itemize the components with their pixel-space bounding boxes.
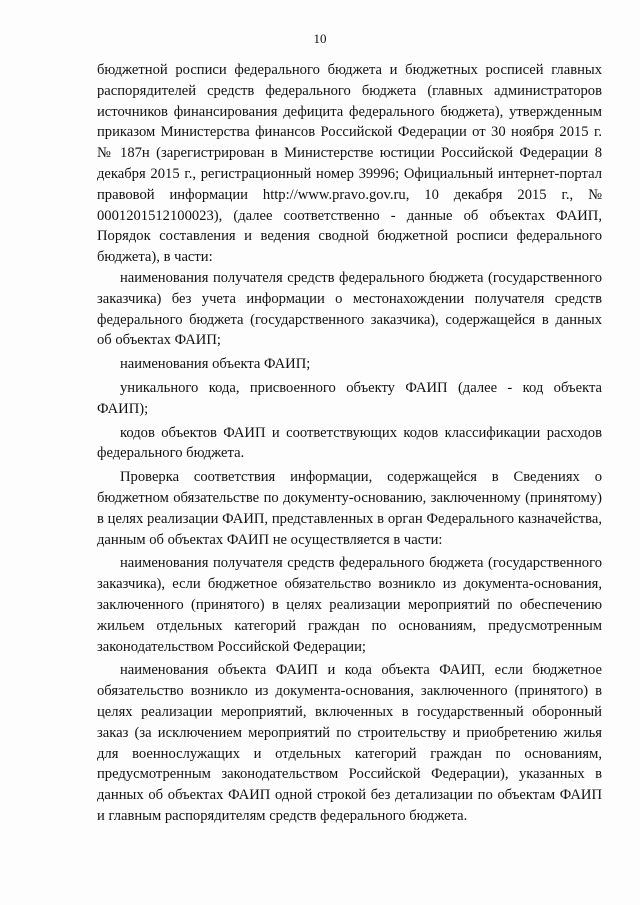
- list-item-unique-code: уникального кода, присвоенного объекту ФАИП (далее - код объекта ФАИП);: [97, 379, 602, 417]
- paragraph-verification: Проверка соответствия информации, содержащейся в Сведениях о бюджетном обязательстве по документу-основанию, заключенному (принятому) в целях реализации ФАИП, представленных в орган Федерального казначейства, данным об объектах ФАИП не осуществляется в части:: [97, 469, 602, 548]
- document-body: [97, 60, 602, 827]
- list-item-recipient-name: наименования получателя средств федерального бюджета (государственного заказчика) без учета информации о местонахождении получателя средств федерального бюджета (государственного заказчика), содержащейся в данных об объектах ФАИП;: [97, 269, 602, 349]
- list-item-housing: наименования получателя средств федерального бюджета (государственного заказчика), если бюджетное обязательство возникло из документа-основания, заключенного (принятого) в целях реализации мероприятий по обеспечению жильем отдельных категорий граждан по основаниям, предусмотренным законодательством Российской Федерации;: [97, 555, 602, 655]
- paragraph-continuation: бюджетной росписи федерального бюджета и бюджетных росписей главных распорядителей средств федерального бюджета (главных администраторов источников финансирования дефицита федерального бюджета), утвержденным приказом Министерства финансов Российской Федерации от 30 ноября 2015 г. № 187н (зарегистрирован в Министерстве юстиции Российской Федерации 8 декабря 2015 г., регистрационный номер 39996; Официальный интернет-портал правовой информации http://www.pravo.gov.ru, 10 декабря 2015 г., № 0001201512100023), (далее соответственно - данные об объектах ФАИП, Порядок составления и ведения сводной бюджетной росписи федерального бюджета), в части:: [97, 62, 602, 266]
- list-item-defense-order: наименования объекта ФАИП и кода объекта ФАИП, если бюджетное обязательство возникло из документа-основания, заключенного (принятого) в целях реализации мероприятий, включенных в государственный оборонный заказ (за исключением мероприятий по строительству и приобретению жилья для военнослужащих и отдельных категорий граждан по основаниям, предусмотренным законодательством Российской Федерации), указанных в данных об объектах ФАИП одной строкой без детализации по объектам ФАИП и главным распорядителям средств федерального бюджета.: [97, 662, 602, 824]
- list-item-object-codes: кодов объектов ФАИП и соответствующих кодов классификации расходов федерального бюджета.: [97, 424, 602, 462]
- page-number: 10: [313, 31, 327, 46]
- list-item-object-name: наименования объекта ФАИП;: [120, 356, 311, 373]
